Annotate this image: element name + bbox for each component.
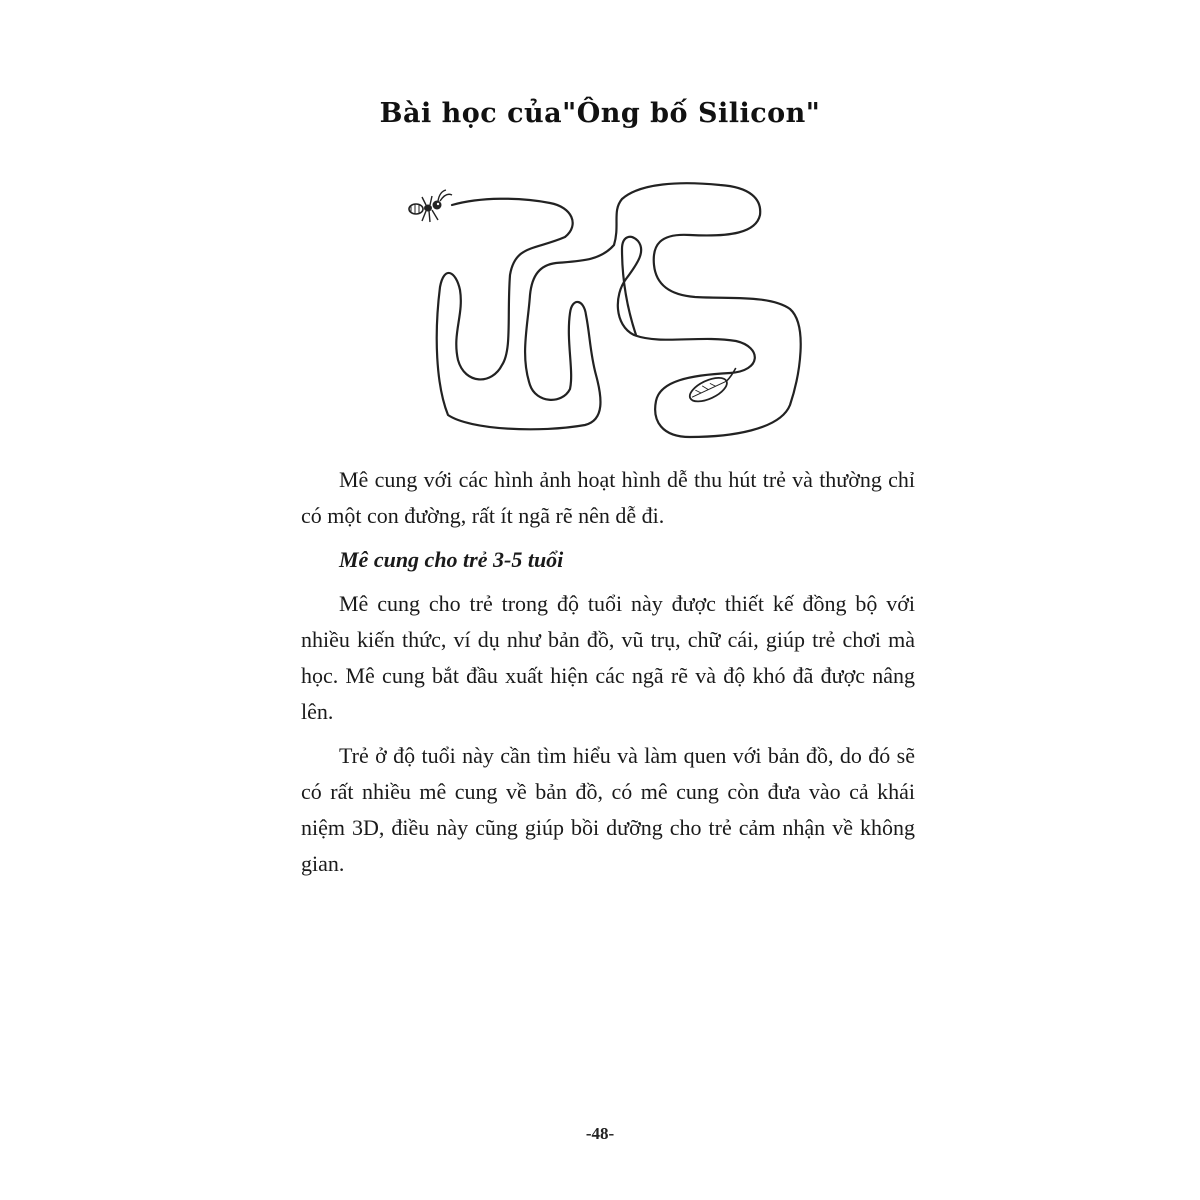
- paragraph-age-3-5: Mê cung cho trẻ trong độ tuổi này được thiết kế đồng bộ với nhiều kiến thức, ví dụ như bản đồ, vũ trụ, chữ cái, giúp trẻ chơi mà học. Mê cung bắt đầu xuất hiện các ngã rẽ và độ khó đã được nâng lên.: [301, 591, 915, 724]
- ant-icon: [409, 190, 452, 222]
- paragraph-maps: Trẻ ở độ tuổi này cần tìm hiểu và làm quen với bản đồ, do đó sẽ có rất nhiều mê cung về bản đồ, có mê cung còn đưa vào cả khái niệm 3D, điều này cũng giúp bồi dưỡng cho trẻ cảm nhận về không gian.: [301, 743, 915, 876]
- body-text: [301, 462, 915, 890]
- page-title: Bài học của"Ông bố Silicon": [379, 98, 821, 129]
- section-subheading: Mê cung cho trẻ 3-5 tuổi: [339, 547, 564, 572]
- maze-illustration: [390, 175, 830, 445]
- page-number: -48-: [585, 1124, 615, 1143]
- paragraph-intro: Mê cung với các hình ảnh hoạt hình dễ thu hút trẻ và thường chỉ có một con đường, rất ít ngã rẽ nên dễ đi.: [301, 467, 915, 528]
- maze-path: [437, 183, 801, 437]
